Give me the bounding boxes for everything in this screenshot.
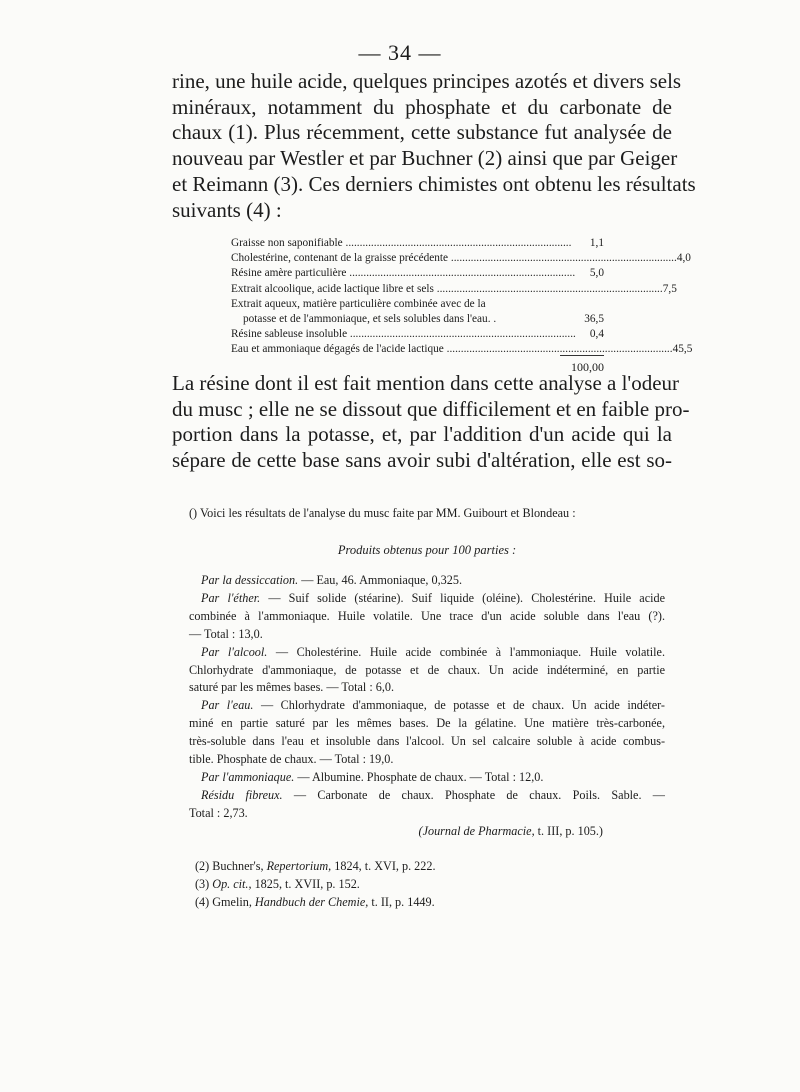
- footnote-entry: [189, 644, 665, 662]
- footnote-entry: [189, 787, 665, 805]
- footnote-text: (4) Gmelin,: [195, 894, 255, 909]
- text-line: Chlorhydrate d'ammoniaque, de potasse et de chaux. Un acide indéterminé, en partie: [189, 662, 665, 677]
- footnote-subtitle: Produits obtenus pour 100 parties :: [337, 543, 517, 557]
- entry-heading: Par l'alcool.: [201, 644, 268, 659]
- row-value: 5,0: [589, 267, 604, 280]
- text-line: — Total : 13,0.: [189, 626, 263, 641]
- footnote-entry: [189, 572, 665, 590]
- analysis-table: [231, 236, 693, 358]
- table-row: [231, 266, 604, 281]
- text-line: saturé par les mêmes bases. — Total : 6,0.: [189, 680, 395, 695]
- text-line: sépare de cette base sans avoir subi d'altération, elle est so-: [172, 448, 672, 473]
- text-line: rine, une huile acide, quelques principes azotés et divers sels: [172, 69, 682, 93]
- footnote-1: [189, 505, 665, 523]
- entry-text: — Suif solide (stéarine). Suif liquide (oléine). Cholestérine. Huile acide: [260, 590, 665, 605]
- text-line: miné en partie saturé par les mêmes bases. De la gélatine. Une matière très-carbonée,: [189, 716, 665, 731]
- text-line: Total : 2,73.: [189, 805, 248, 820]
- source-ref: t. III, p. 105.): [534, 823, 603, 838]
- footnote-2: [195, 858, 665, 876]
- footnote-entry: [189, 769, 665, 787]
- footnote-text: t. II, p. 1449.: [368, 894, 435, 909]
- footnote-text: (2) Buchner's,: [195, 859, 267, 873]
- paragraph-1: [172, 69, 696, 223]
- row-value: 0,4: [589, 328, 604, 341]
- table-row: [231, 282, 677, 297]
- text-line: du musc ; elle ne se dissout que difficilement et en faible pro-: [172, 396, 690, 421]
- footnote-entry: [189, 590, 665, 608]
- text-line: suivants (4) :: [172, 197, 282, 222]
- text-line: chaux (1). Plus récemment, cette substance fut analysée de: [172, 120, 672, 145]
- row-label: Graisse non saponifiable ................................................................................: [231, 237, 572, 249]
- entry-heading: Par l'eau.: [201, 698, 254, 713]
- row-label: Extrait aqueux, matière particulière combinée avec de la: [231, 297, 486, 310]
- footnote-work: Op. cit.,: [212, 876, 252, 891]
- row-label: Eau et ammoniaque dégagés de l'acide lactique ................................................................................: [231, 343, 673, 356]
- table-row: [231, 327, 604, 342]
- table-row: [231, 312, 604, 327]
- entry-text: — Eau, 46. Ammoniaque, 0,325.: [298, 573, 462, 587]
- analysis-total: 100,00: [571, 360, 604, 374]
- row-value: 7,5: [662, 282, 677, 295]
- row-label: Résine sableuse insoluble ................................................................................: [231, 328, 576, 341]
- entry-heading: Résidu fibreux.: [201, 787, 283, 802]
- entry-text: — Albumine. Phosphate de chaux. — Total : 12,0.: [294, 769, 544, 784]
- footnote-work: Handbuch der Chemie,: [254, 894, 369, 909]
- text-line: combinée à l'ammoniaque. Huile volatile. Une trace d'un acide soluble dans l'eau (?).: [189, 608, 665, 623]
- table-row: [231, 236, 604, 251]
- entry-text: — Chlorhydrate d'ammoniaque, de potasse et de chaux. Un acide indéter-: [253, 698, 665, 713]
- row-value: 45,5: [672, 343, 693, 356]
- total-rule: [560, 355, 604, 356]
- table-row: [231, 342, 693, 357]
- text-line: minéraux, notamment du phosphate et du carbonate de: [172, 94, 672, 119]
- footnote-source: [189, 823, 665, 841]
- footnote-3: [195, 876, 665, 894]
- entry-text: — Carbonate de chaux. Phosphate de chaux. Poils. Sable. —: [282, 787, 665, 802]
- entry-heading: Par l'éther.: [201, 590, 261, 605]
- text-line: nouveau par Westler et par Buchner (2) ainsi que par Geiger: [172, 146, 678, 171]
- entry-heading: Par la dessiccation.: [201, 573, 299, 587]
- footnote-text: 1825, t. XVII, p. 152.: [251, 876, 360, 891]
- row-label: potasse et de l'ammoniaque, et sels solubles dans l'eau. .: [243, 313, 497, 326]
- text-line: tible. Phosphate de chaux. — Total : 19,0.: [189, 752, 394, 767]
- row-label: Extrait alcoolique, acide lactique libre et sels ................................................................................: [231, 282, 663, 295]
- text-line: La résine dont il est fait mention dans cette analyse a l'odeur: [172, 371, 680, 395]
- text-line: très-soluble dans l'eau et insoluble dans l'alcool. Un sel calcaire soluble à acide combus-: [189, 734, 665, 749]
- footnote-4: [195, 894, 665, 912]
- footnote-intro: () Voici les résultats de l'analyse du musc faite par MM. Guibourt et Blondeau :: [189, 506, 576, 520]
- footnote-text: 1824, t. XVI, p. 222.: [331, 859, 436, 873]
- entry-heading: Par l'ammoniaque.: [201, 769, 295, 784]
- table-row: [231, 251, 691, 266]
- row-label: Cholestérine, contenant de la graisse précédente ................................................................................: [231, 252, 677, 265]
- table-row: [231, 297, 604, 312]
- footnote-work: Repertorium,: [266, 859, 332, 873]
- footnote-text: (3): [195, 876, 213, 891]
- row-value: 36,5: [584, 313, 604, 326]
- text-line: portion dans la potasse, et, par l'addition d'un acide qui la: [172, 422, 672, 447]
- text-line: et Reimann (3). Ces derniers chimistes ont obtenu les résultats: [172, 171, 696, 196]
- footnote-1-body: [189, 572, 665, 841]
- page-number: — 34 —: [358, 40, 442, 65]
- row-value: 4,0: [676, 252, 691, 265]
- row-value: 1,1: [589, 237, 604, 249]
- footnotes-2-4: [195, 858, 665, 912]
- footnote-entry: [189, 697, 665, 715]
- entry-text: — Cholestérine. Huile acide combinée à l'ammoniaque. Huile volatile.: [267, 644, 665, 659]
- row-label: Résine amère particulière ................................................................................: [231, 267, 576, 280]
- paragraph-2: [172, 371, 690, 474]
- source-title: (Journal de Pharmacie,: [418, 823, 535, 838]
